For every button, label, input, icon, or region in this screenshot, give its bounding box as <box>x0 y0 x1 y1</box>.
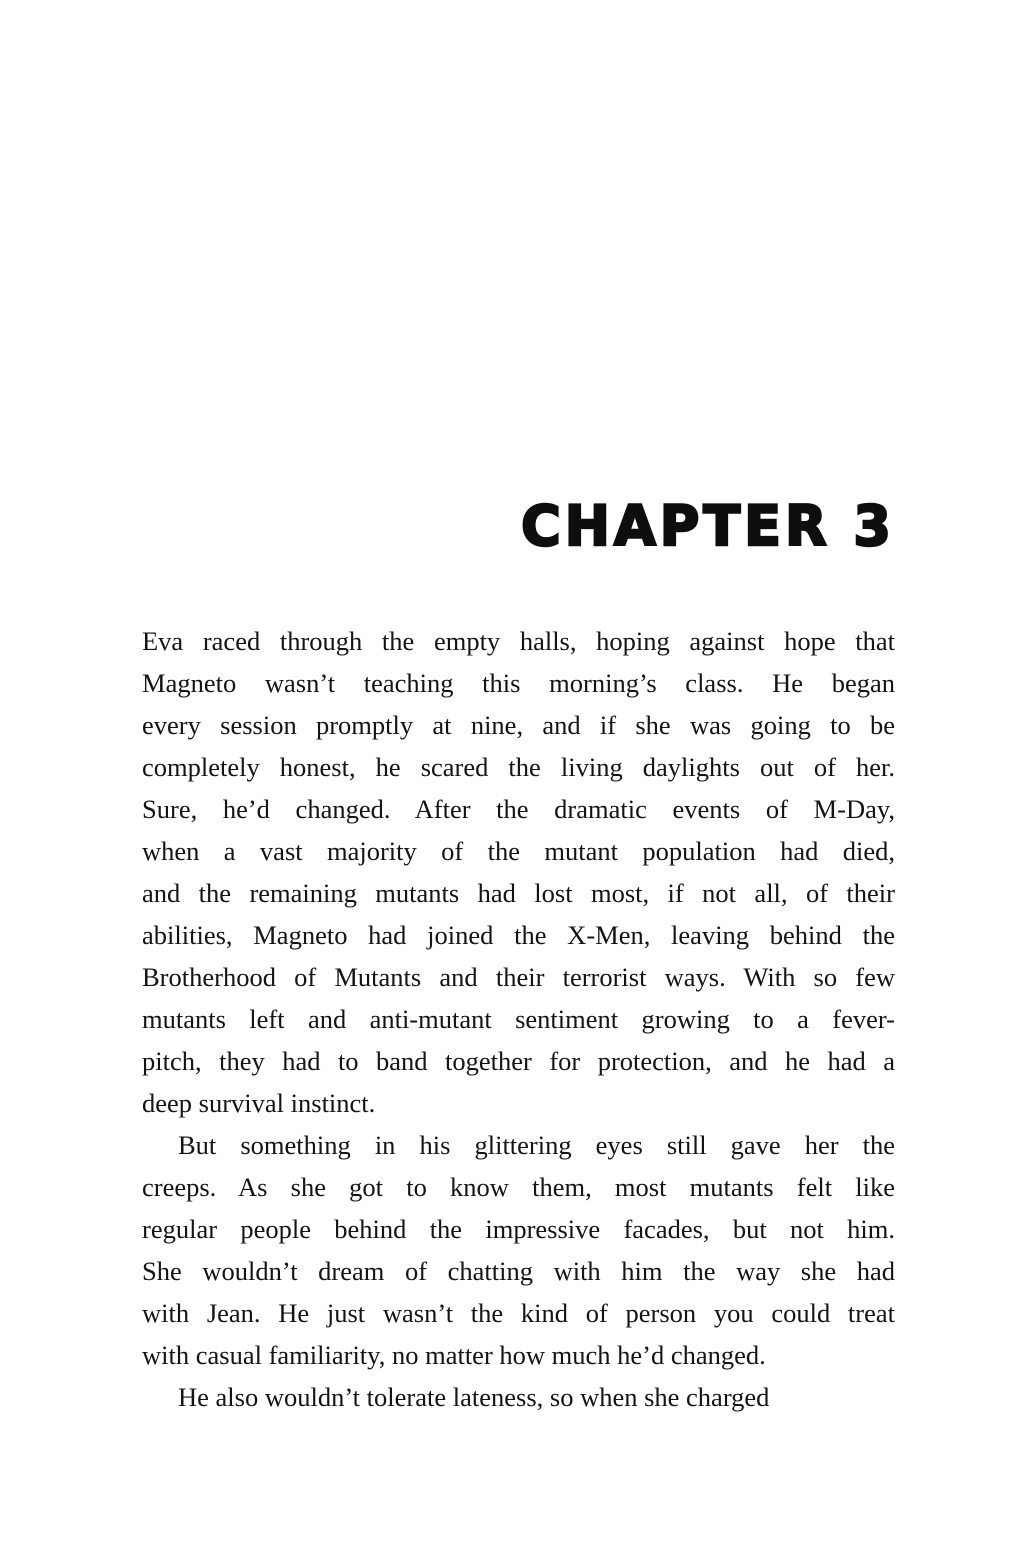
text-line: and the remaining mutants had lost most, if not all, of their <box>142 878 895 908</box>
text-line: deep survival instinct. <box>142 1088 376 1118</box>
text-line: creeps. As she got to know them, most mutants felt like <box>142 1172 895 1202</box>
text-line: He also wouldn’t tolerate lateness, so when she charged <box>178 1382 770 1412</box>
text-line: Brotherhood of Mutants and their terrorist ways. With so few <box>142 962 895 992</box>
body-text <box>142 620 895 1418</box>
text-line: completely honest, he scared the living daylights out of her. <box>142 752 895 782</box>
text-line: abilities, Magneto had joined the X-Men, leaving behind the <box>142 920 895 950</box>
text-line: regular people behind the impressive facades, but not him. <box>142 1214 895 1244</box>
chapter-heading: CHAPTER 3 <box>521 493 895 559</box>
text-line: But something in his glittering eyes still gave her the <box>178 1130 895 1160</box>
text-line: mutants left and anti-mutant sentiment growing to a fever- <box>142 1004 895 1034</box>
text-line: with casual familiarity, no matter how much he’d changed. <box>142 1340 766 1370</box>
text-line: every session promptly at nine, and if she was going to be <box>142 710 895 740</box>
text-line: pitch, they had to band together for protection, and he had a <box>142 1046 895 1076</box>
paragraph <box>142 1376 895 1418</box>
text-line: with Jean. He just wasn’t the kind of person you could treat <box>142 1298 895 1328</box>
text-line: She wouldn’t dream of chatting with him the way she had <box>142 1256 895 1286</box>
text-line: Eva raced through the empty halls, hoping against hope that <box>142 626 895 656</box>
paragraph <box>142 620 895 1124</box>
text-line: Sure, he’d changed. After the dramatic events of M-Day, <box>142 794 895 824</box>
text-line: when a vast majority of the mutant population had died, <box>142 836 895 866</box>
paragraph <box>142 1124 895 1376</box>
text-line: Magneto wasn’t teaching this morning’s class. He began <box>142 668 895 698</box>
